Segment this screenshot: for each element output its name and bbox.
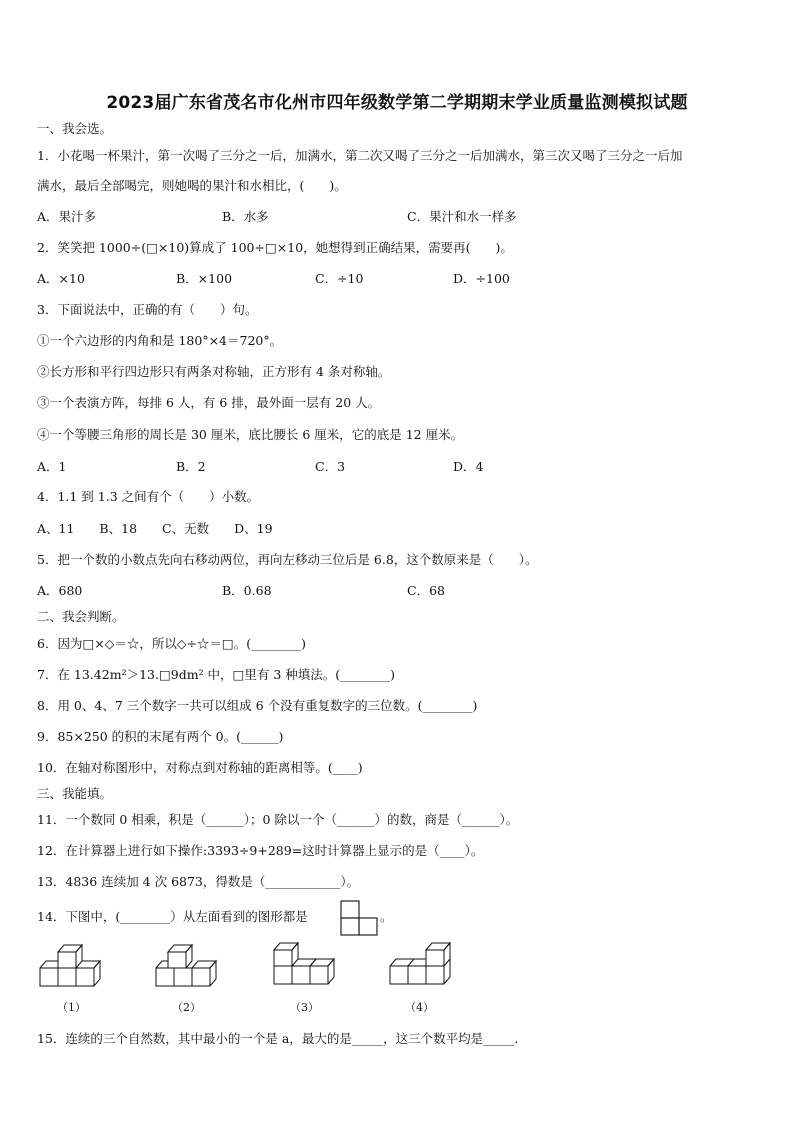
question-5: 5．把一个数的小数点先向右移动两位，再向左移动三位后是 6.8，这个数原来是（ ）。 [37,552,538,567]
cube-figure-4 [386,938,456,996]
section-heading-fill: 三、我能填。 [37,786,113,801]
side-view-figure [339,899,379,937]
question-3-statement-1: ①一个六边形的内角和是 180°×4＝720°。 [37,333,283,348]
question-5-option-a: A．680 [37,583,83,598]
question-3-option-c: C．3 [315,459,346,474]
question-1-option-b: B．水多 [222,209,269,224]
question-1-option-a: A．果汁多 [37,209,97,224]
cube-figure-1 [36,940,106,996]
question-14-text: 14．下图中，(________）从左面看到的图形都是 [37,909,308,924]
question-5-option-c: C．68 [407,583,445,598]
section-heading-choice: 一、我会选。 [37,121,113,136]
question-8: 8．用 0、4、7 三个数字一共可以组成 6 个没有重复数字的三位数。(________) [37,698,478,713]
cube-figure-3-label: （3） [290,1001,319,1014]
question-11: 11．一个数同 0 相乘，积是（______）；0 除以一个（______）的数，商是（______）。 [37,812,519,827]
page-title: 2023届广东省茂名市化州市四年级数学第二学期期末学业质量监测模拟试题 [106,93,688,113]
question-2-option-b: B．×100 [176,271,233,286]
question-15: 15．连续的三个自然数，其中最小的一个是 a，最大的是_____，这三个数平均是_____. [37,1031,519,1046]
cube-figure-2-label: （2） [172,1001,201,1014]
question-4-options: A、11 B、18 C、无数 D、19 [37,521,273,536]
cube-figure-3 [270,938,340,996]
question-9: 9．85×250 的积的末尾有两个 0。(______) [37,729,284,744]
question-3-option-d: D．4 [453,459,484,474]
question-3-statement-4: ④一个等腰三角形的周长是 30 厘米，底比腰长 6 厘米，它的底是 12 厘米。 [37,427,464,442]
question-4: 4．1.1 到 1.3 之间有个（ ）小数。 [37,489,260,504]
question-14-tail: 。 [380,909,393,924]
cube-figure-4-label: （4） [405,1001,434,1014]
cube-figure-2 [152,940,222,996]
cube-figure-1-label: （1） [57,1001,86,1014]
question-1-line-1: 1．小花喝一杯果汁，第一次喝了三分之一后，加满水，第二次又喝了三分之一后加满水，第三次又喝了三分之一后加 [37,148,683,163]
question-14 [37,909,308,925]
question-3-statement-3: ③一个表演方阵，每排 6 人，有 6 排，最外面一层有 20 人。 [37,395,381,410]
question-3-option-b: B．2 [176,459,206,474]
question-6: 6．因为□×◇＝☆，所以◇÷☆＝□。(________) [37,636,307,651]
question-1-option-c: C．果汁和水一样多 [407,209,517,224]
question-2-option-a: A．×10 [37,271,85,286]
question-2-option-d: D．÷100 [453,271,510,286]
question-10: 10．在轴对称图形中，对称点到对称轴的距离相等。(____) [37,760,363,775]
question-3: 3．下面说法中，正确的有（ ）句。 [37,302,258,317]
question-13: 13．4836 连续加 4 次 6873，得数是（____________）。 [37,874,360,889]
question-3-option-a: A．1 [37,459,67,474]
question-7: 7．在 13.42m²＞13.□9dm² 中，□里有 3 种填法。(________) [37,667,396,682]
question-5-option-b: B．0.68 [222,583,272,598]
question-2: 2．笑笑把 1000÷(□×10)算成了 100÷□×10，她想得到正确结果，需要再( )。 [37,240,513,255]
question-12: 12．在计算器上进行如下操作:3393÷9+289=这时计算器上显示的是（____）。 [37,843,484,858]
question-3-statement-2: ②长方形和平行四边形只有两条对称轴，正方形有 4 条对称轴。 [37,364,391,379]
question-2-option-c: C．÷10 [315,271,364,286]
section-heading-judge: 二、我会判断。 [37,609,125,624]
question-1-line-2: 满水，最后全部喝完，则她喝的果汁和水相比，( )。 [37,178,347,193]
